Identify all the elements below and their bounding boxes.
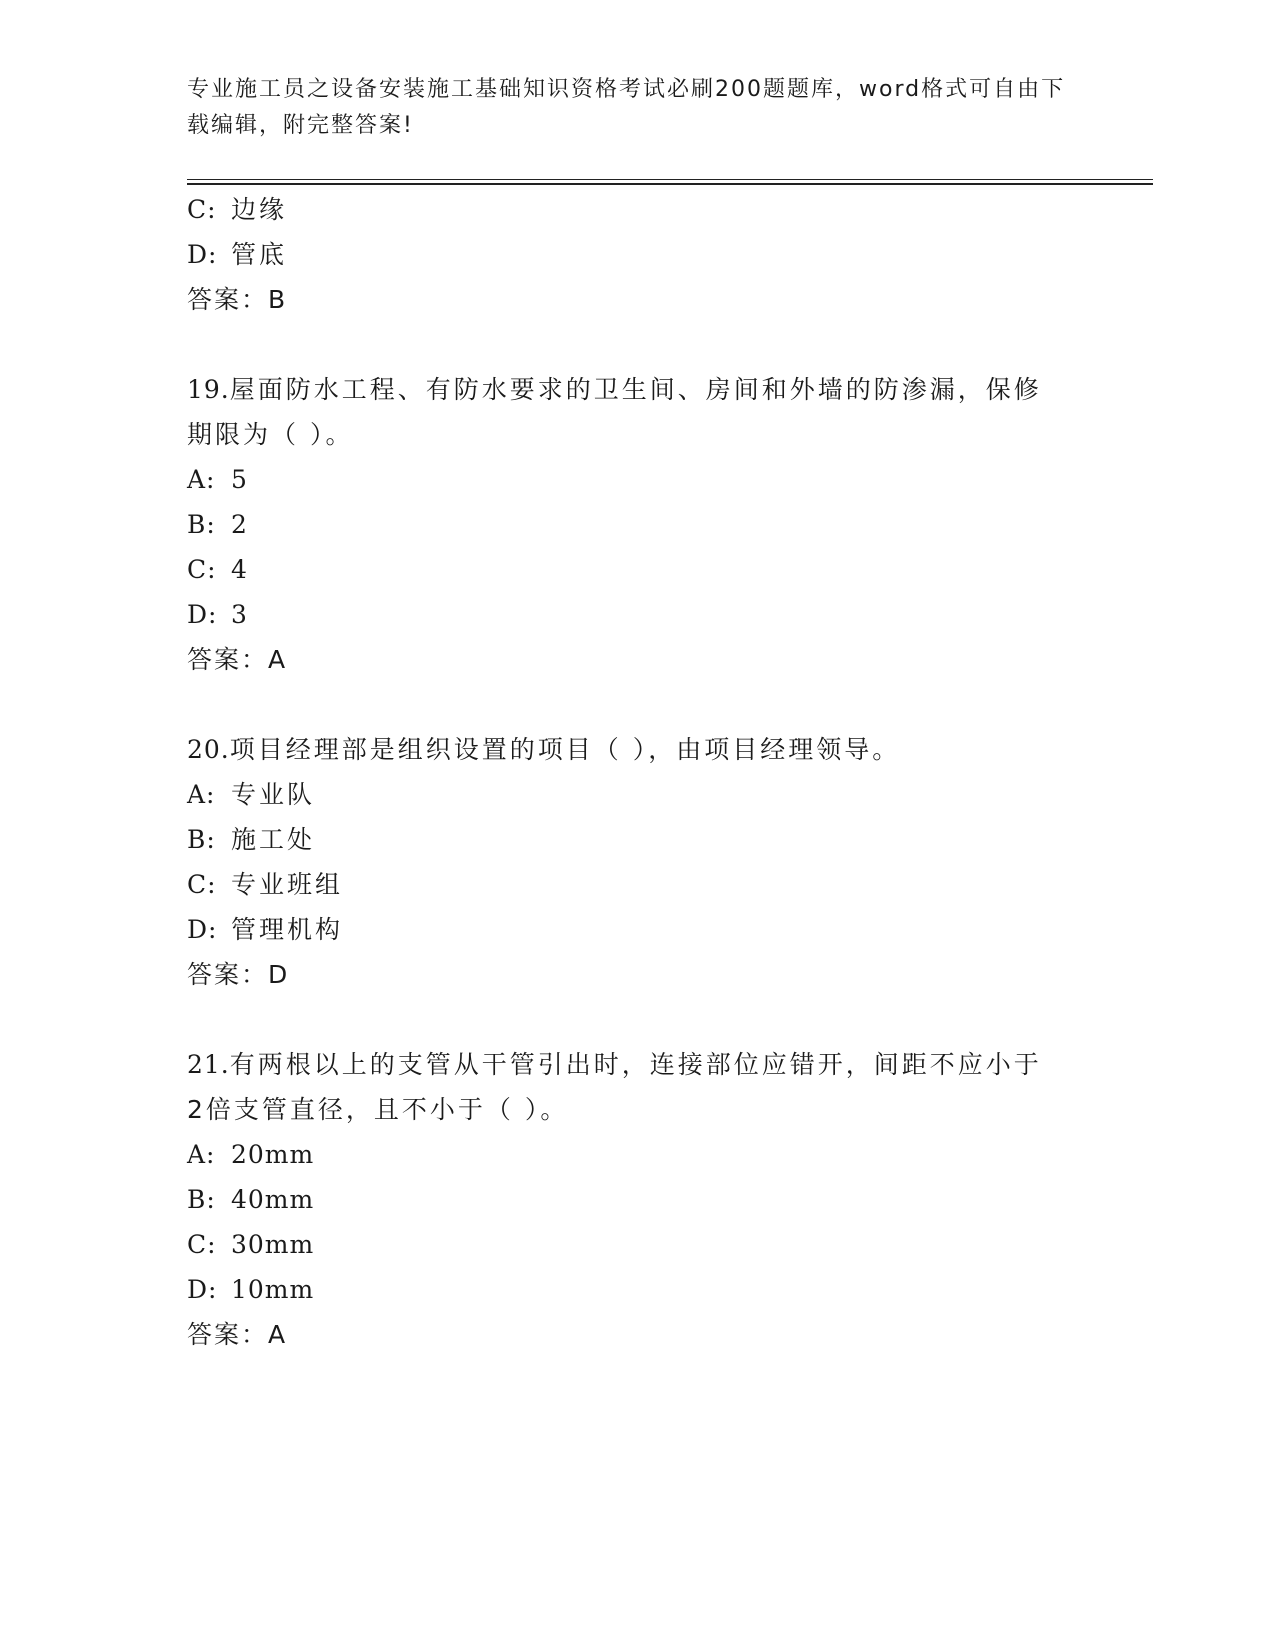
option-text: 3: [231, 600, 248, 629]
option-text: 施工处: [231, 825, 316, 854]
option-label: D:: [187, 600, 218, 629]
option-label: C:: [187, 870, 217, 899]
answer-line: 答案：D: [187, 960, 290, 989]
question-19-stem: [187, 375, 1042, 405]
option-label: D:: [187, 240, 218, 269]
question-text: 有两根以上的支管从干管引出时，连接部位应错开，间距不应小于: [229, 1050, 1042, 1079]
option-text: 40mm: [231, 1185, 315, 1214]
option-label: C:: [187, 195, 217, 224]
option-label: A:: [187, 465, 216, 494]
question-number: 19.: [187, 375, 230, 404]
option-label: D:: [187, 915, 218, 944]
question-text: 屋面防水工程、有防水要求的卫生间、房间和外墙的防渗漏，保修: [229, 375, 1042, 404]
option-text: 10mm: [231, 1275, 315, 1304]
option-label: A:: [187, 1140, 216, 1169]
question-21-stem-cont: 2倍支管直径，且不小于（ ）。: [187, 1095, 569, 1124]
document-header: 专业施工员之设备安装施工基础知识资格考试必刷200题题库，word格式可自由下载编辑，附完整答案!: [187, 77, 1066, 138]
option-a: [187, 465, 248, 495]
question-number: 21.: [187, 1050, 230, 1079]
option-b: [187, 1185, 314, 1215]
option-label: C:: [187, 555, 217, 584]
question-19-stem-cont: 期限为（ ）。: [187, 420, 354, 449]
question-21-stem: [187, 1050, 1042, 1080]
option-text: 边缘: [231, 195, 288, 224]
answer-line: 答案：A: [187, 645, 288, 674]
option-text: 5: [231, 465, 248, 494]
option-a: [187, 1140, 314, 1170]
option-text: 2: [231, 510, 248, 539]
option-label: D:: [187, 1275, 218, 1304]
option-label: B:: [187, 510, 216, 539]
option-label: B:: [187, 1185, 216, 1214]
option-label: C:: [187, 1230, 217, 1259]
option-d: [187, 915, 343, 945]
header-divider-top: [187, 179, 1153, 180]
option-a: [187, 780, 315, 810]
header-divider-bottom: [187, 183, 1153, 185]
option-b: [187, 510, 248, 540]
option-text: 30mm: [231, 1230, 315, 1259]
option-c: [187, 555, 248, 585]
option-c: [187, 870, 343, 900]
option-label: B:: [187, 825, 216, 854]
option-d: [187, 600, 248, 630]
question-20-stem: [187, 735, 900, 765]
option-text: 专业班组: [231, 870, 344, 899]
option-text: 管理机构: [231, 915, 344, 944]
option-text: 管底: [231, 240, 288, 269]
option-b: [187, 825, 315, 855]
option-text: 20mm: [231, 1140, 315, 1169]
option-text: 4: [231, 555, 248, 584]
option-d: [187, 240, 287, 270]
option-d: [187, 1275, 314, 1305]
answer-line: 答案：A: [187, 1320, 288, 1349]
question-text: 项目经理部是组织设置的项目（ ），由项目经理领导。: [229, 735, 901, 764]
option-c: [187, 1230, 314, 1260]
answer-line: 答案：B: [187, 285, 288, 314]
option-c: [187, 195, 287, 225]
option-label: A:: [187, 780, 216, 809]
question-number: 20.: [187, 735, 230, 764]
option-text: 专业队: [231, 780, 316, 809]
